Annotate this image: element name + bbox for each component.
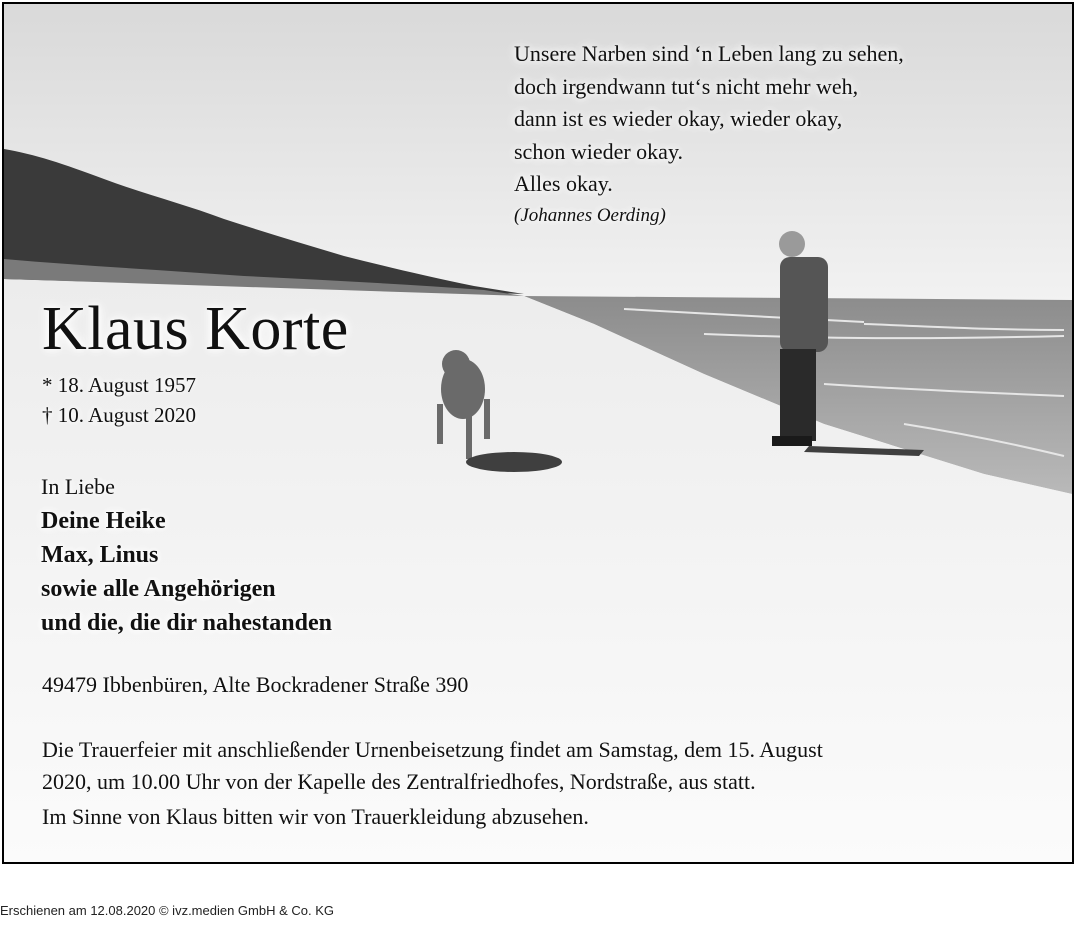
family-address: 49479 Ibbenbüren, Alte Bockradener Straße 390 [42,672,469,697]
mourner-line: und die, die dir nahestanden [41,610,332,636]
quote-line: schon wieder okay. [514,138,684,164]
family-intro: In Liebe [41,474,115,499]
quote-line: Unsere Narben sind ‘n Leben lang zu sehen, [514,41,904,66]
deceased-name: Klaus Korte [42,295,349,363]
mourners-block [41,470,332,640]
dog-shadow [466,452,562,472]
quote-line: Alles okay. [514,171,613,196]
obituary-notice [2,2,1074,864]
poem-quote [514,38,904,231]
quote-line: dann ist es wieder okay, wieder okay, [514,106,843,131]
life-dates [42,370,196,430]
mourner-line: Max, Linus [41,542,159,568]
quote-line: doch irgendwann tut‘s nicht mehr weh, [514,73,859,99]
mourner-line: sowie alle Angehörigen [41,576,276,602]
quote-author: (Johannes Oerding) [514,204,666,226]
dress-request: Im Sinne von Klaus bitten wir von Trauerkleidung abzusehen. [42,804,589,829]
publication-footer: Erschienen am 12.08.2020 © ivz.medien GmbH & Co. KG [0,903,335,918]
death-date: † 10. August 2020 [42,403,197,427]
ceremony-line: Die Trauerfeier mit anschließender Urnenbeisetzung findet am Samstag, dem 15. August [42,737,823,762]
birth-date: * 18. August 1957 [42,373,197,397]
mourner-line: Deine Heike [41,508,166,534]
ceremony-info [42,734,823,798]
ceremony-line: 2020, um 10.00 Uhr von der Kapelle des Zentralfriedhofes, Nordstraße, aus statt. [42,769,756,794]
